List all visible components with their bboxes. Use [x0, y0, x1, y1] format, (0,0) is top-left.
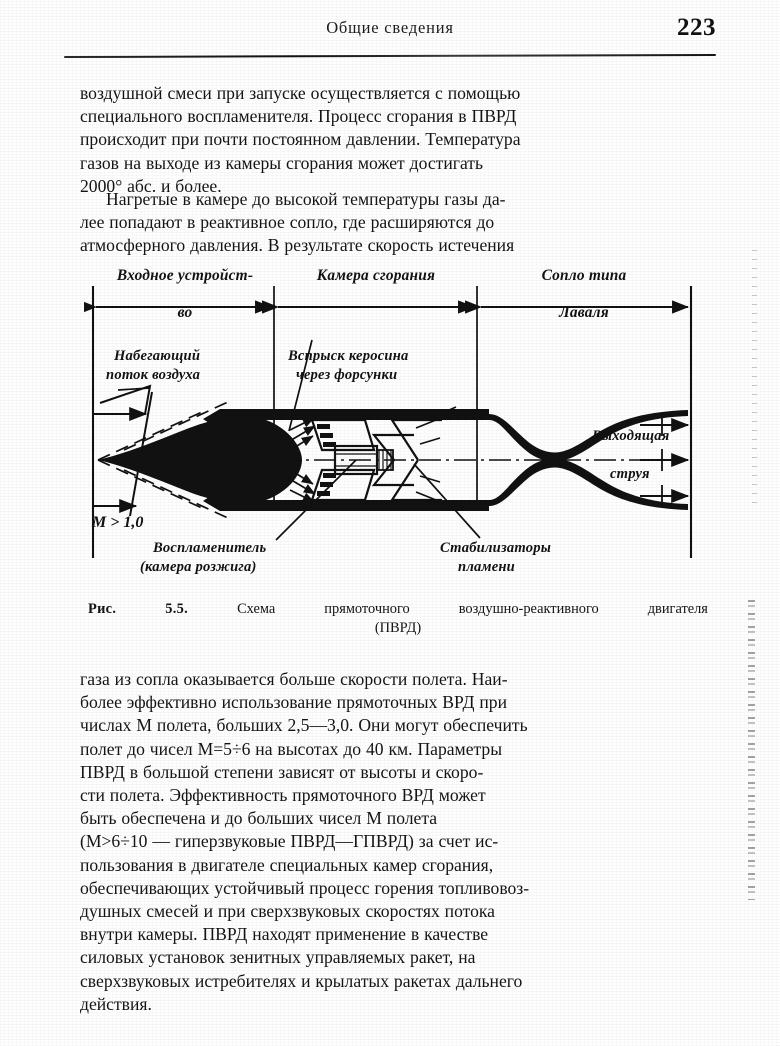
text-line: ПВРД в большой степени зависят от высоты и скоро- — [80, 761, 484, 782]
section-label-nozzle: Сопло типа — [541, 267, 627, 284]
section-label-nozzle-cont: Лаваля — [559, 304, 609, 321]
caption-word: прямоточного — [324, 601, 410, 617]
text-line: газов на выходе из камеры сгорания может достигать — [80, 152, 484, 173]
callout-igniter-2: (камера розжига) — [140, 559, 257, 575]
text-line: внутри камеры. ПВРД находят применение в качестве — [80, 924, 489, 945]
text-line: воздушной смеси при запуске осуществляется с помощью — [80, 83, 521, 103]
text-line: действия. — [80, 993, 152, 1014]
text-line: специального воспламенителя. Процесс сгорания в ПВРД — [80, 106, 517, 127]
caption-line-2: (ПВРД) — [374, 620, 422, 636]
callout-incoming-flow: Набегающий — [114, 348, 201, 364]
text-line: 2000° абс. и более. — [80, 175, 222, 196]
caption-prefix: Рис. — [88, 601, 117, 617]
text-line: сверхзвуковых истребителях и крылатых ракетах дальнего — [80, 970, 523, 991]
text-line: быть обеспечена и до больших чисел М полета — [80, 808, 438, 829]
paragraph-middle — [80, 188, 716, 258]
text-line: душных смесей и при сверхзвуковых скоростях потока — [80, 901, 495, 922]
text-line: силовых установок зенитных управляемых ракет, на — [80, 947, 476, 968]
text-line: Нагретые в камере до высокой температуры газы да- — [106, 189, 506, 209]
text-line: полет до чисел М=5÷6 на высотах до 40 км. Параметры — [80, 738, 503, 759]
figure-ramjet-diagram — [84, 268, 700, 590]
section-label-inlet: Входное устройст- — [116, 267, 254, 284]
callout-exhaust-jet-2: струя — [610, 466, 650, 482]
caption-number: 5.5. — [165, 601, 189, 617]
text-line: лее попадают в реактивное сопло, где расширяются до — [80, 212, 495, 233]
caption-line-1 — [88, 600, 708, 619]
figure-caption — [88, 600, 708, 638]
section-label-inlet-cont: во — [177, 304, 193, 321]
caption-word: воздушно-реактивного — [458, 601, 599, 617]
text-line: сти полета. Эффективность прямоточного ВРД может — [80, 785, 486, 806]
text-line: числах М полета, больших 2,5—3,0. Они могут обеспечить — [80, 715, 528, 736]
section-label-combustor: Камера сгорания — [316, 267, 436, 284]
text-line: газа из сопла оказывается больше скорости полета. Наи- — [80, 669, 508, 689]
caption-word: двигателя — [647, 601, 708, 617]
callout-flame-stabilizers: Стабилизаторы — [440, 540, 552, 556]
callout-incoming-flow-2: поток воздуха — [106, 367, 201, 383]
text-line: более эффективно использование прямоточных ВРД при — [80, 692, 507, 713]
scan-edge-artifact — [748, 600, 755, 900]
section-dividers — [274, 286, 477, 510]
text-line: обеспечивающих устойчивый процесс горения топливовоз- — [80, 877, 530, 898]
callout-igniter: Воспламенитель — [153, 540, 267, 556]
running-head-title: Общие сведения — [326, 18, 454, 37]
callout-kerosene-injection: Вспрыск керосина — [288, 348, 409, 364]
paragraph-bottom — [80, 668, 716, 1016]
page-number: 223 — [677, 14, 716, 41]
text-line: происходит при почти постоянном давлении. Температура — [80, 129, 521, 150]
paragraph-top — [80, 82, 716, 198]
text-line: пользования в двигателе специальных камер сгорания, — [80, 854, 494, 875]
text-line: атмосферного давления. В результате скорость истечения — [80, 235, 515, 256]
label-mach-number: M > 1,0 — [92, 514, 144, 531]
caption-word: Схема — [237, 601, 276, 617]
text-line: (М>6÷10 — гиперзвуковые ПВРД—ГПВРД) за счет ис- — [80, 831, 499, 852]
callout-kerosene-injection-2: через форсунки — [296, 367, 398, 383]
header-rule — [64, 54, 716, 58]
callout-flame-stabilizers-2: пламени — [458, 559, 515, 575]
scan-edge-artifact-upper — [752, 250, 757, 510]
page-header — [64, 14, 716, 52]
callout-exhaust-jet: Выходящая — [592, 428, 670, 444]
